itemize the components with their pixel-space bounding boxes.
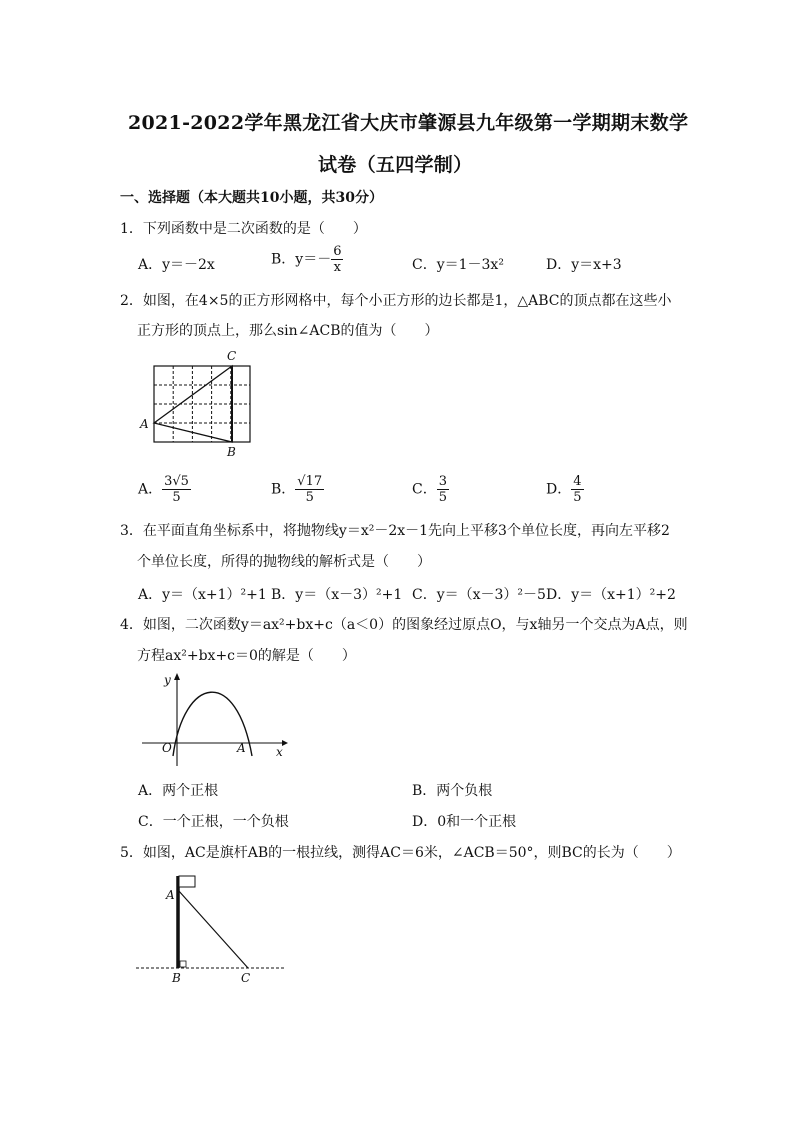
q2-option-b-denominator: 5 bbox=[305, 490, 314, 505]
q2-stem-line1: 2．如图，在4×5的正方形网格中，每个小正方形的边长都是1，△ABC的顶点都在这些小 bbox=[120, 293, 672, 309]
q5-label-b: B bbox=[172, 971, 181, 985]
q2-grid-lines bbox=[154, 366, 250, 442]
q4-stem-line1: 4．如图，二次函数y＝ax²+bx+c（a＜0）的图象经过原点O，与x轴另一个交点为A点，则 bbox=[120, 617, 688, 633]
q2-option-c bbox=[412, 474, 449, 505]
q5-flagpole-figure bbox=[134, 868, 294, 988]
q1-stem: 1．下列函数中是二次函数的是（ ） bbox=[120, 221, 367, 237]
q1-option-a: A．y＝－2x bbox=[138, 257, 215, 273]
q3-option-b: B．y＝（x－3）²+1 bbox=[271, 587, 403, 603]
q1-option-d: D．y＝x+3 bbox=[546, 257, 622, 273]
q2-option-a-numerator: 3√5 bbox=[164, 474, 189, 489]
q5-label-c: C bbox=[241, 971, 251, 985]
q1-option-b-fraction bbox=[331, 244, 343, 275]
q4-option-a: A．两个正根 bbox=[138, 783, 219, 799]
q4-option-b: B．两个负根 bbox=[412, 783, 493, 799]
q4-label-a: A bbox=[237, 741, 246, 755]
q1-option-c: C．y＝1－3x² bbox=[412, 257, 504, 273]
q2-stem-line2: 正方形的顶点上，那么sin∠ACB的值为（ ） bbox=[137, 323, 439, 339]
q4-stem-line2: 方程ax²+bx+c＝0的解是（ ） bbox=[137, 648, 356, 664]
q1-option-b-numerator: 6 bbox=[333, 244, 342, 259]
q2-option-c-numerator: 3 bbox=[438, 474, 447, 489]
q4-option-d: D．0和一个正根 bbox=[412, 814, 517, 830]
q5-label-a: A bbox=[166, 888, 175, 902]
q4-y-axis-arrow bbox=[174, 673, 180, 680]
q3-stem-line2: 个单位长度，所得的抛物线的解析式是（ ） bbox=[137, 554, 431, 570]
q4-parabola-figure bbox=[140, 670, 290, 770]
q2-option-a-denominator: 5 bbox=[172, 490, 181, 505]
q5-right-angle-mark bbox=[180, 961, 186, 967]
q3-option-a: A．y＝（x+1）²+1 bbox=[138, 587, 267, 603]
q5-guy-wire-ac bbox=[178, 890, 248, 968]
q4-label-o: O bbox=[162, 741, 172, 755]
page-title-line1: 2021-2022学年黑龙江省大庆市肇源县九年级第一学期期末数学 bbox=[128, 112, 689, 134]
q4-option-c: C．一个正根，一个负根 bbox=[138, 814, 289, 830]
q2-option-a bbox=[138, 474, 191, 505]
q4-label-x: x bbox=[276, 745, 283, 759]
q2-option-d bbox=[546, 474, 584, 505]
q1-option-b-prefix: B．y＝－ bbox=[271, 251, 332, 268]
page-title-line2: 试卷（五四学制） bbox=[318, 154, 473, 176]
q2-grid-figure bbox=[138, 348, 258, 460]
q2-option-c-fraction bbox=[437, 474, 449, 505]
q2-option-b-numerator: √17 bbox=[297, 474, 323, 489]
q4-x-axis-arrow bbox=[282, 740, 288, 746]
q3-option-d: D．y＝（x+1）²+2 bbox=[546, 587, 676, 603]
q5-stem: 5．如图，AC是旗杆AB的一根拉线，测得AC＝6米，∠ACB＝50°，则BC的长为（ ） bbox=[120, 845, 681, 861]
q2-option-d-denominator: 5 bbox=[573, 490, 582, 505]
q2-option-b-fraction bbox=[295, 474, 324, 505]
q2-label-b: B bbox=[227, 445, 236, 459]
q2-option-b bbox=[271, 474, 324, 505]
q2-option-d-fraction bbox=[571, 474, 583, 505]
q2-label-a: A bbox=[140, 417, 149, 431]
q2-option-a-prefix: A． bbox=[138, 481, 163, 498]
q2-option-b-prefix: B． bbox=[271, 481, 296, 498]
q2-option-a-fraction bbox=[162, 474, 191, 505]
q4-label-y: y bbox=[164, 673, 171, 687]
q2-option-d-prefix: D． bbox=[546, 481, 572, 498]
q1-option-b-denominator: x bbox=[333, 260, 342, 275]
q3-option-c: C．y＝（x－3）²－5 bbox=[412, 587, 546, 603]
q1-option-b bbox=[271, 244, 343, 275]
q3-stem-line1: 3．在平面直角坐标系中，将抛物线y＝x²－2x－1先向上平移3个单位长度，再向左平移2 bbox=[120, 523, 670, 539]
q5-flag bbox=[179, 876, 195, 887]
section-header: 一、选择题（本大题共10小题，共30分） bbox=[120, 190, 383, 206]
q2-option-c-prefix: C． bbox=[412, 481, 437, 498]
q2-option-d-numerator: 4 bbox=[573, 474, 582, 489]
q2-option-c-denominator: 5 bbox=[438, 490, 447, 505]
q2-label-c: C bbox=[227, 349, 237, 363]
